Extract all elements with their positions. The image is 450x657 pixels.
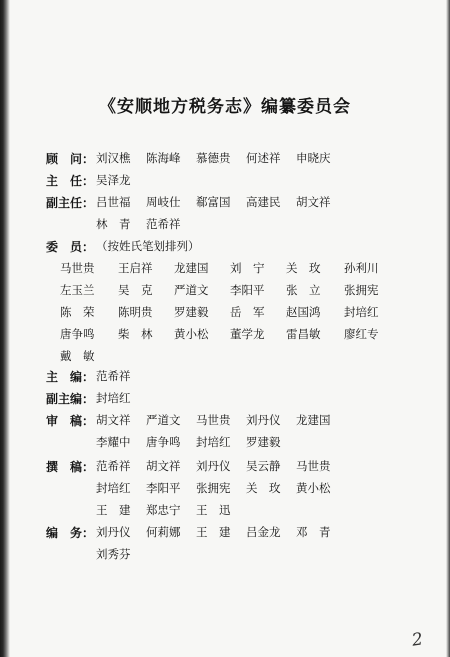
- person-name: 龙建国: [174, 261, 209, 275]
- entry-label: 委 员：: [46, 240, 95, 254]
- person-name: 邓 青: [296, 525, 331, 539]
- person-name: 吕世福: [96, 195, 131, 209]
- person-name: 黄小松: [296, 481, 331, 495]
- person-name: 关 玫: [286, 261, 321, 275]
- page-number: 2: [410, 629, 425, 651]
- person-name: 张拥宪: [344, 283, 379, 297]
- person-name: 李阳平: [146, 481, 181, 495]
- person-name: 廖红专: [344, 327, 379, 341]
- person-name: 范希祥: [146, 217, 181, 231]
- person-name: 岳 军: [230, 305, 265, 319]
- person-name: 陈明贵: [118, 305, 153, 319]
- person-name: 马世贵: [60, 261, 95, 275]
- person-name: 吴泽龙: [96, 173, 131, 187]
- entry-label: 顾 问：: [46, 152, 95, 166]
- person-name: 黄小松: [174, 327, 209, 341]
- person-name: 刘丹仪: [96, 525, 131, 539]
- entry-label: 副主编：: [46, 392, 95, 406]
- person-name: 封培红: [196, 435, 231, 449]
- ordering-note: （按姓氏笔划排列）: [96, 239, 200, 253]
- person-name: 胡文祥: [146, 459, 181, 473]
- person-name: 高建民: [246, 195, 281, 209]
- person-name: 王 建: [196, 525, 231, 539]
- person-name: 罗建毅: [246, 435, 281, 449]
- entry-label: 撰 稿：: [46, 460, 95, 474]
- person-name: 封培红: [96, 481, 131, 495]
- person-name: 申晓庆: [296, 151, 331, 165]
- person-name: 严道文: [146, 413, 181, 427]
- entry-label: 主 任：: [46, 174, 95, 188]
- person-name: 孙利川: [344, 261, 379, 275]
- person-name: 陈海峰: [146, 151, 181, 165]
- person-name: 龙建国: [296, 413, 331, 427]
- person-name: 周岐仕: [146, 195, 181, 209]
- person-name: 李耀中: [96, 435, 131, 449]
- person-name: 马世贵: [196, 413, 231, 427]
- person-name: 王 建: [96, 503, 131, 517]
- person-name: 封培红: [96, 391, 131, 405]
- name-row: [60, 348, 436, 370]
- person-name: 吴 克: [118, 283, 153, 297]
- person-name: 范希祥: [96, 459, 131, 473]
- person-name: 郗富国: [196, 195, 231, 209]
- person-name: 范希祥: [96, 369, 131, 383]
- person-name: 柴 林: [118, 327, 153, 341]
- person-name: 王 迅: [196, 503, 231, 517]
- person-name: 何莉娜: [146, 525, 181, 539]
- person-name: 赵国鸿: [286, 305, 321, 319]
- name-row: [60, 282, 436, 304]
- person-name: 封培红: [344, 305, 379, 319]
- person-name: 严道文: [174, 283, 209, 297]
- entry-label: 主 编：: [46, 370, 95, 384]
- name-row: [60, 260, 436, 282]
- person-name: 刘丹仪: [196, 459, 231, 473]
- person-name: 张 立: [286, 283, 321, 297]
- person-name: 何述祥: [246, 151, 281, 165]
- person-name: 雷昌敏: [286, 327, 321, 341]
- person-name: 董学龙: [230, 327, 265, 341]
- person-name: 吕金龙: [246, 525, 281, 539]
- person-name: 张拥宪: [196, 481, 231, 495]
- person-name: 郑忠宁: [146, 503, 181, 517]
- person-name: 吴云静: [246, 459, 281, 473]
- person-name: 刘丹仪: [246, 413, 281, 427]
- person-name: 林 青: [96, 217, 131, 231]
- entry-label: 审 稿：: [46, 414, 95, 428]
- name-row: [60, 304, 436, 326]
- entry-label: 副主任：: [46, 196, 95, 210]
- page-title: 《安顺地方税务志》编纂委员会: [99, 97, 351, 117]
- person-name: 慕德贵: [196, 151, 231, 165]
- person-name: 胡文祥: [96, 413, 131, 427]
- person-name: 唐争鸣: [146, 435, 181, 449]
- person-name: 唐争鸣: [60, 327, 95, 341]
- person-name: 胡文祥: [296, 195, 331, 209]
- person-name: 戴 敏: [60, 349, 95, 363]
- person-name: 左玉兰: [60, 283, 95, 297]
- person-name: 罗建毅: [174, 305, 209, 319]
- person-name: 陈 荣: [60, 305, 95, 319]
- person-name: 马世贵: [296, 459, 331, 473]
- members-list: [60, 260, 436, 370]
- person-name: 关 玫: [246, 481, 281, 495]
- person-name: 王启祥: [118, 261, 153, 275]
- person-name: 刘秀芬: [96, 547, 131, 561]
- person-name: 李阳平: [230, 283, 265, 297]
- person-name: 刘 宁: [230, 261, 265, 275]
- entry-label: 编 务：: [46, 526, 95, 540]
- name-row: [60, 326, 436, 348]
- person-name: 刘汉樵: [96, 151, 131, 165]
